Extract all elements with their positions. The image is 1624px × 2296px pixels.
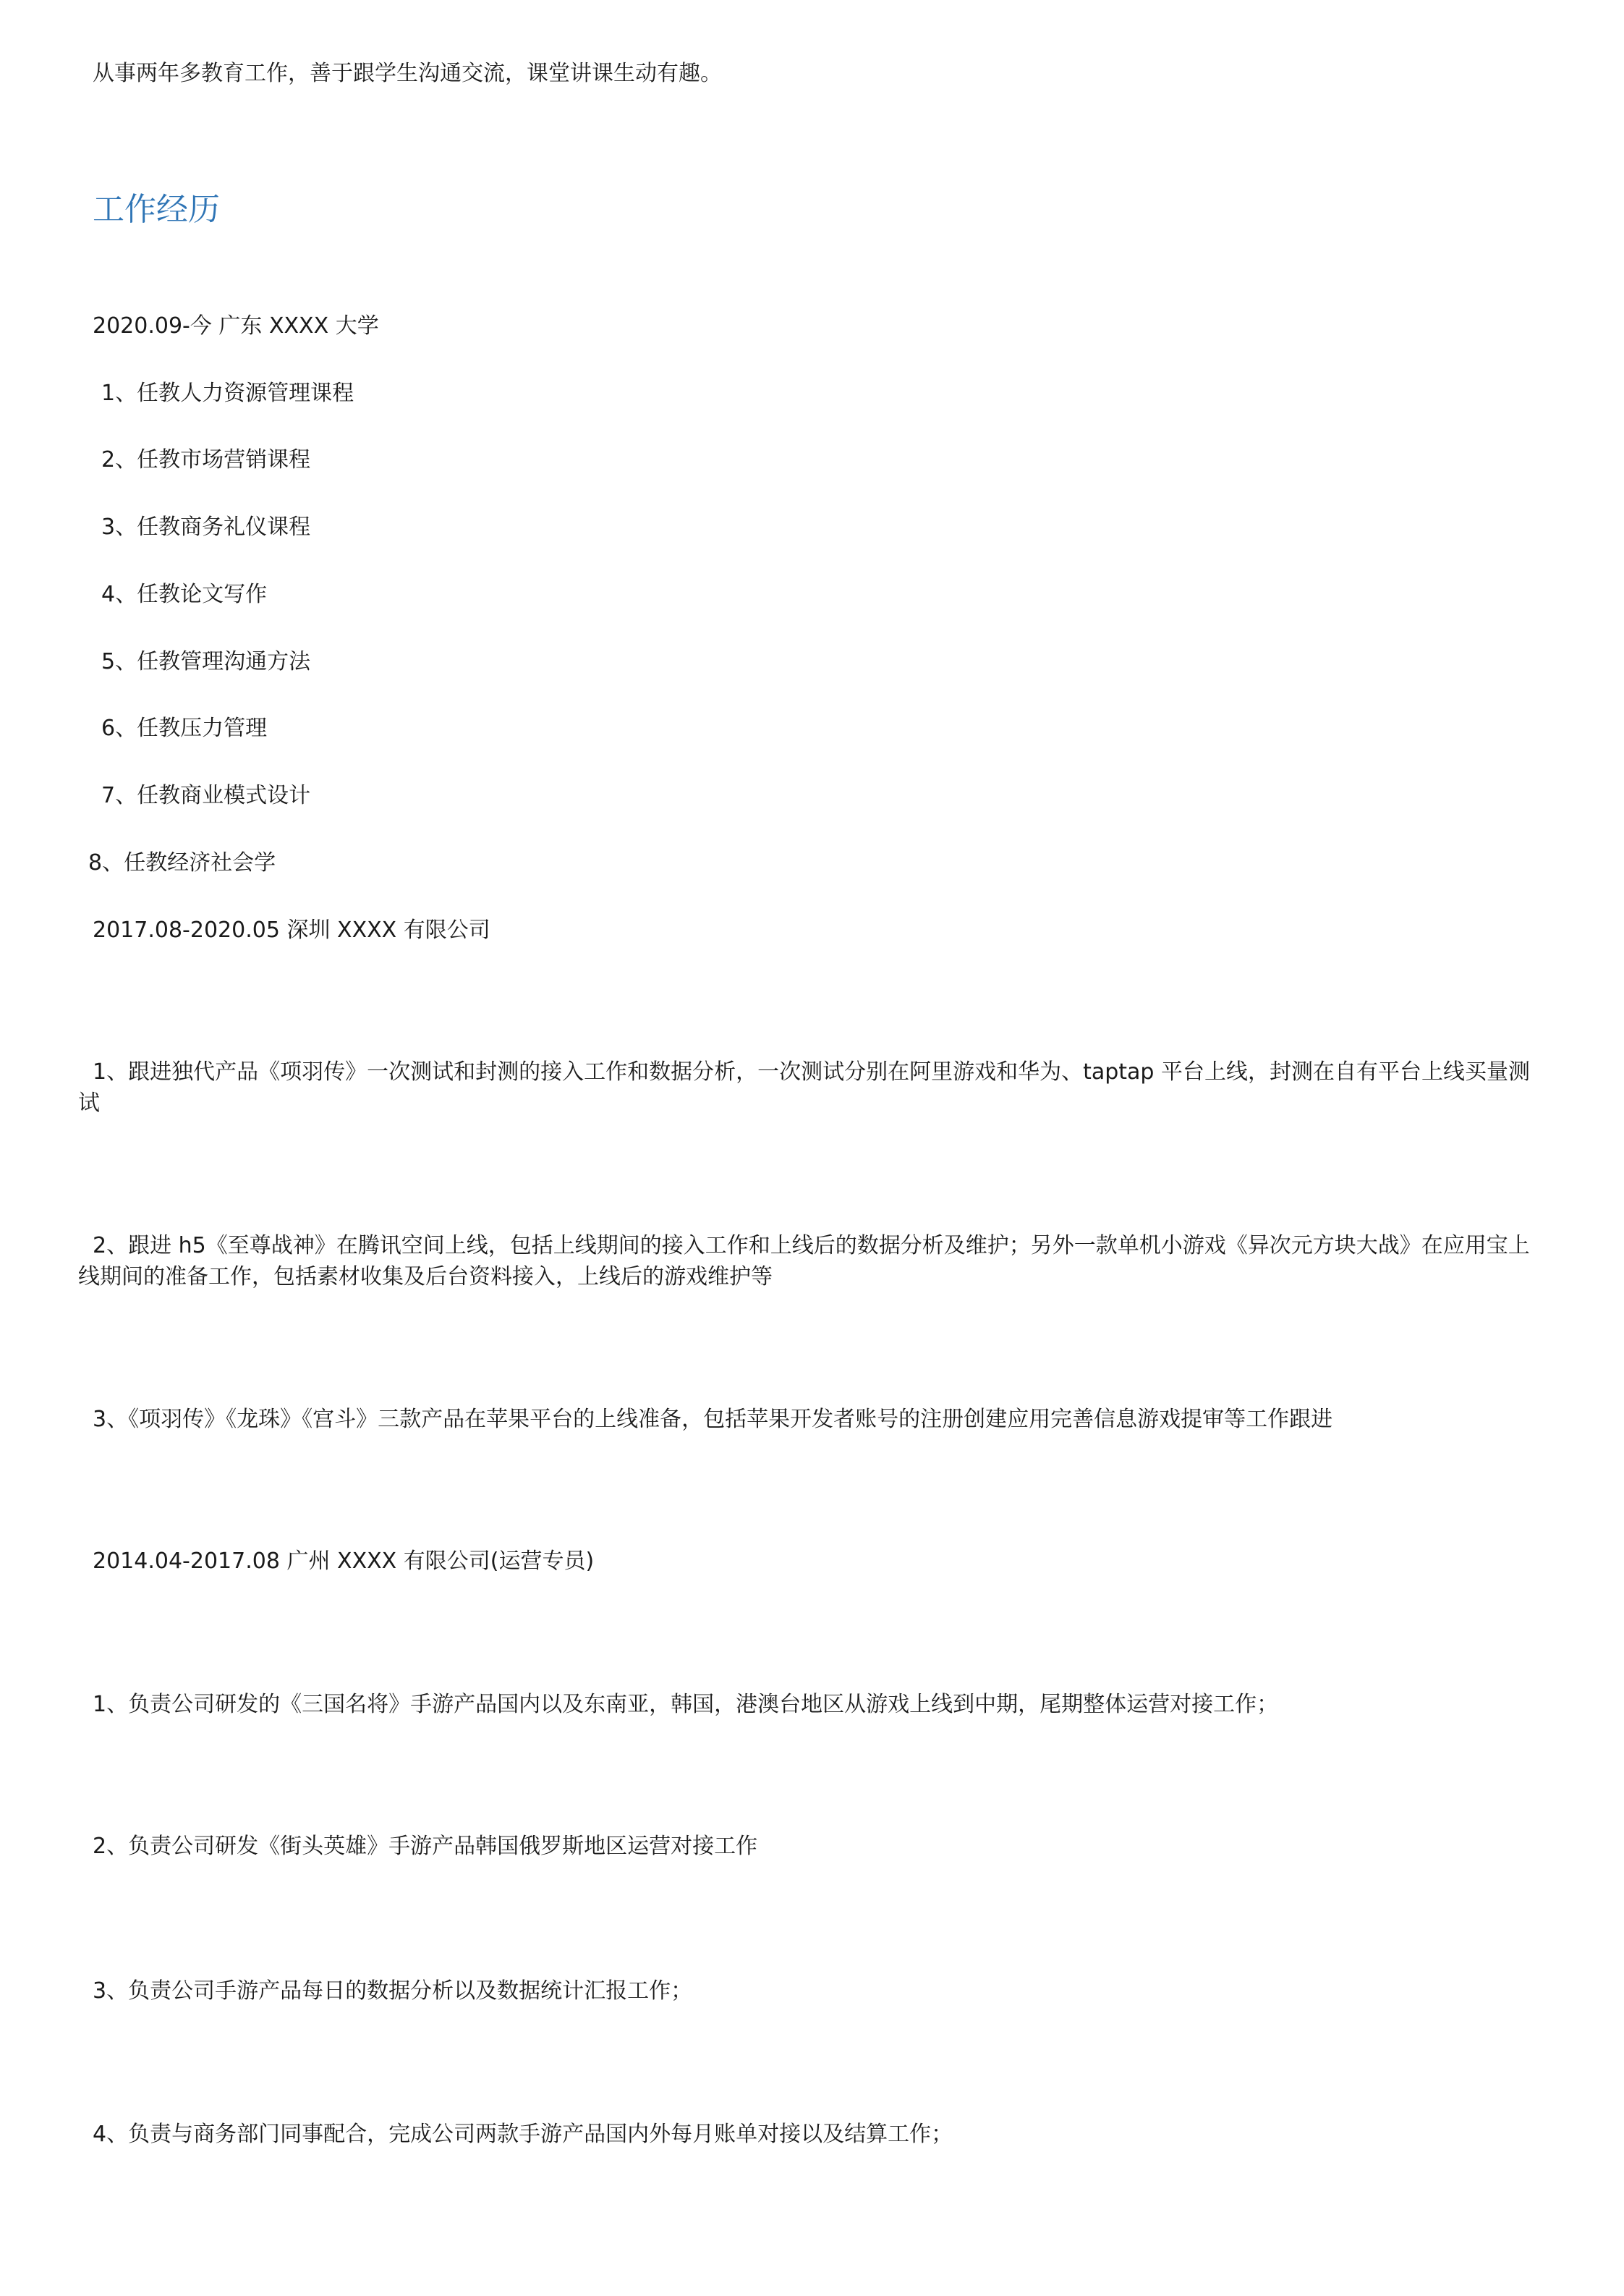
summary-text: 从事两年多教育工作，善于跟学生沟通交流，课堂讲课生动有趣。	[93, 61, 722, 86]
section-heading-work-experience: 工作经历	[93, 191, 220, 228]
job-item: 5、任教管理沟通方法	[101, 649, 311, 674]
job-header: 2017.08-2020.05 深圳 XXXX 有限公司	[93, 918, 490, 943]
job-item: 8、任教经济社会学	[88, 850, 276, 876]
job-item: 2、任教市场营销课程	[101, 447, 311, 473]
job-item: 1、负责公司研发的《三国名将》手游产品国内以及东南亚，韩国，港澳台地区从游戏上线到中期，尾期整体运营对接工作；	[93, 1692, 1279, 1717]
job-item: 4、负责与商务部门同事配合，完成公司两款手游产品国内外每月账单对接以及结算工作；	[93, 2122, 953, 2147]
job-header: 2020.09-今 广东 XXXX 大学	[93, 313, 379, 339]
job-item: 3、《项羽传》《龙珠》《宫斗》三款产品在苹果平台的上线准备，包括苹果开发者账号的注册创建应用完善信息游戏提审等工作跟进	[93, 1407, 1333, 1432]
job-item: 7、任教商业模式设计	[101, 783, 311, 808]
job-item: 1、任教人力资源管理课程	[101, 381, 354, 406]
job-item: 6、任教压力管理	[101, 716, 268, 741]
job-header: 2014.04-2017.08 广州 XXXX 有限公司(运营专员)	[93, 1549, 595, 1574]
job-item: 3、负责公司手游产品每日的数据分析以及数据统计汇报工作；	[93, 1978, 693, 2004]
job-item: 2、负责公司研发《街头英雄》手游产品韩国俄罗斯地区运营对接工作	[93, 1834, 758, 1859]
job-item: 4、任教论文写作	[101, 582, 268, 607]
job-item: 2、跟进 h5《至尊战神》在腾讯空间上线，包括上线期间的接入工作和上线后的数据分析及维护；另外一款单机小游戏《异次元方块大战》在应用宝上线期间的准备工作，包括素材收集及后台资料接入，上线后的游戏维护等	[78, 1233, 1530, 1289]
job-item: 1、跟进独代产品《项羽传》一次测试和封测的接入工作和数据分析，一次测试分别在阿里游戏和华为、taptap 平台上线，封测在自有平台上线买量测试	[78, 1059, 1531, 1116]
job-item: 3、任教商务礼仪课程	[101, 514, 311, 540]
